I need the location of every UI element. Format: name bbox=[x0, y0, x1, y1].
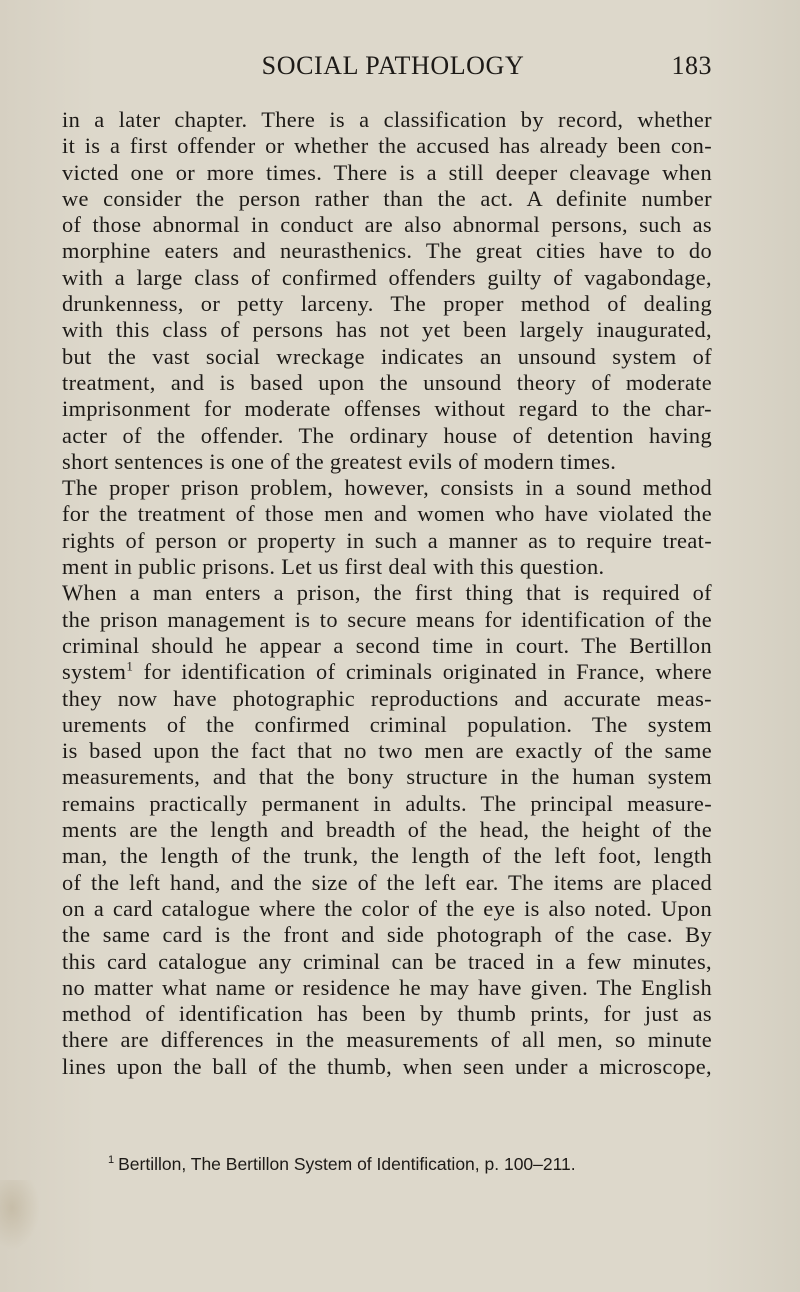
text-line: man, the length of the trunk, the length of the left foot, length bbox=[62, 843, 712, 869]
text-line: rights of person or property in such a manner as to require treat- bbox=[62, 527, 712, 553]
text-line: ment in public prisons. Let us first deal with this question. bbox=[62, 554, 605, 580]
text-line: in a later chapter. There is a classification by record, whether bbox=[62, 107, 712, 132]
text-line: short sentences is one of the greatest evils of modern times. bbox=[62, 448, 617, 474]
footnote-text: Bertillon, The Bertillon System of Identification, p. 100–211. bbox=[118, 1154, 576, 1174]
text-line: with a large class of confirmed offenders guilty of vagabondage, bbox=[62, 264, 712, 290]
text-line: victed one or more times. There is a still deeper cleavage when bbox=[62, 159, 712, 185]
footnote-number: 1 bbox=[108, 1154, 115, 1167]
text-line: there are differences in the measurements of all men, so minute bbox=[62, 1027, 712, 1053]
body-text bbox=[62, 107, 712, 1080]
text-line: for the treatment of those men and women who have violated the bbox=[62, 501, 712, 527]
running-head: SOCIAL PATHOLOGY bbox=[261, 51, 525, 80]
text-line: of those abnormal in conduct are also abnormal persons, such as bbox=[62, 212, 712, 238]
paper-stain bbox=[0, 1180, 40, 1250]
footnote bbox=[108, 1153, 728, 1175]
text-line: they now have photographic reproductions and accurate meas- bbox=[62, 685, 712, 711]
footnote-marker: 1 bbox=[126, 658, 134, 674]
text-line: The proper prison problem, however, consists in a sound method bbox=[62, 475, 712, 501]
text-fragment: for identification of criminals originated in France, where bbox=[143, 659, 713, 685]
text-line: it is a first offender or whether the accused has already been con- bbox=[62, 133, 712, 159]
text-line: morphine eaters and neurasthenics. The great cities have to do bbox=[62, 238, 712, 264]
text-line: with this class of persons has not yet been largely inaugurated, bbox=[62, 317, 712, 343]
text-line: drunkenness, or petty larceny. The proper method of dealing bbox=[62, 291, 712, 317]
text-line: is based upon the fact that no two men are exactly of the same bbox=[62, 738, 712, 764]
text-line: criminal should he appear a second time in court. The Bertillon bbox=[62, 632, 712, 658]
text-line: treatment, and is based upon the unsound theory of moderate bbox=[62, 369, 712, 395]
page-header bbox=[62, 46, 712, 86]
text-line: the prison management is to secure means for identification of the bbox=[62, 606, 712, 632]
text-line-with-footnote bbox=[62, 659, 712, 685]
page-number: 183 bbox=[671, 51, 712, 80]
text-line: measurements, and that the bony structure in the human system bbox=[62, 764, 712, 790]
text-line: of the left hand, and the size of the left ear. The items are placed bbox=[62, 869, 712, 895]
text-line: When a man enters a prison, the first thing that is required of bbox=[62, 580, 712, 606]
text-line: but the vast social wreckage indicates an unsound system of bbox=[62, 343, 712, 369]
text-line: ments are the length and breadth of the head, the height of the bbox=[62, 817, 712, 843]
text-line: imprisonment for moderate offenses without regard to the char- bbox=[62, 396, 712, 422]
text-line: acter of the offender. The ordinary house of detention having bbox=[62, 422, 712, 448]
text-line: urements of the confirmed criminal population. The system bbox=[62, 711, 712, 737]
text-line: remains practically permanent in adults. The principal measure- bbox=[62, 790, 712, 816]
text-line: this card catalogue any criminal can be traced in a few minutes, bbox=[62, 948, 712, 974]
text-line: method of identification has been by thumb prints, for just as bbox=[62, 1001, 712, 1027]
text-fragment: system bbox=[62, 659, 127, 685]
text-line: no matter what name or residence he may have given. The English bbox=[62, 974, 712, 1000]
text-line: on a card catalogue where the color of the eye is also noted. Upon bbox=[62, 895, 712, 921]
text-line: we consider the person rather than the act. A definite number bbox=[62, 185, 712, 211]
text-line: the same card is the front and side photograph of the case. By bbox=[62, 922, 712, 948]
text-line: lines upon the ball of the thumb, when seen under a microscope, bbox=[62, 1053, 712, 1079]
